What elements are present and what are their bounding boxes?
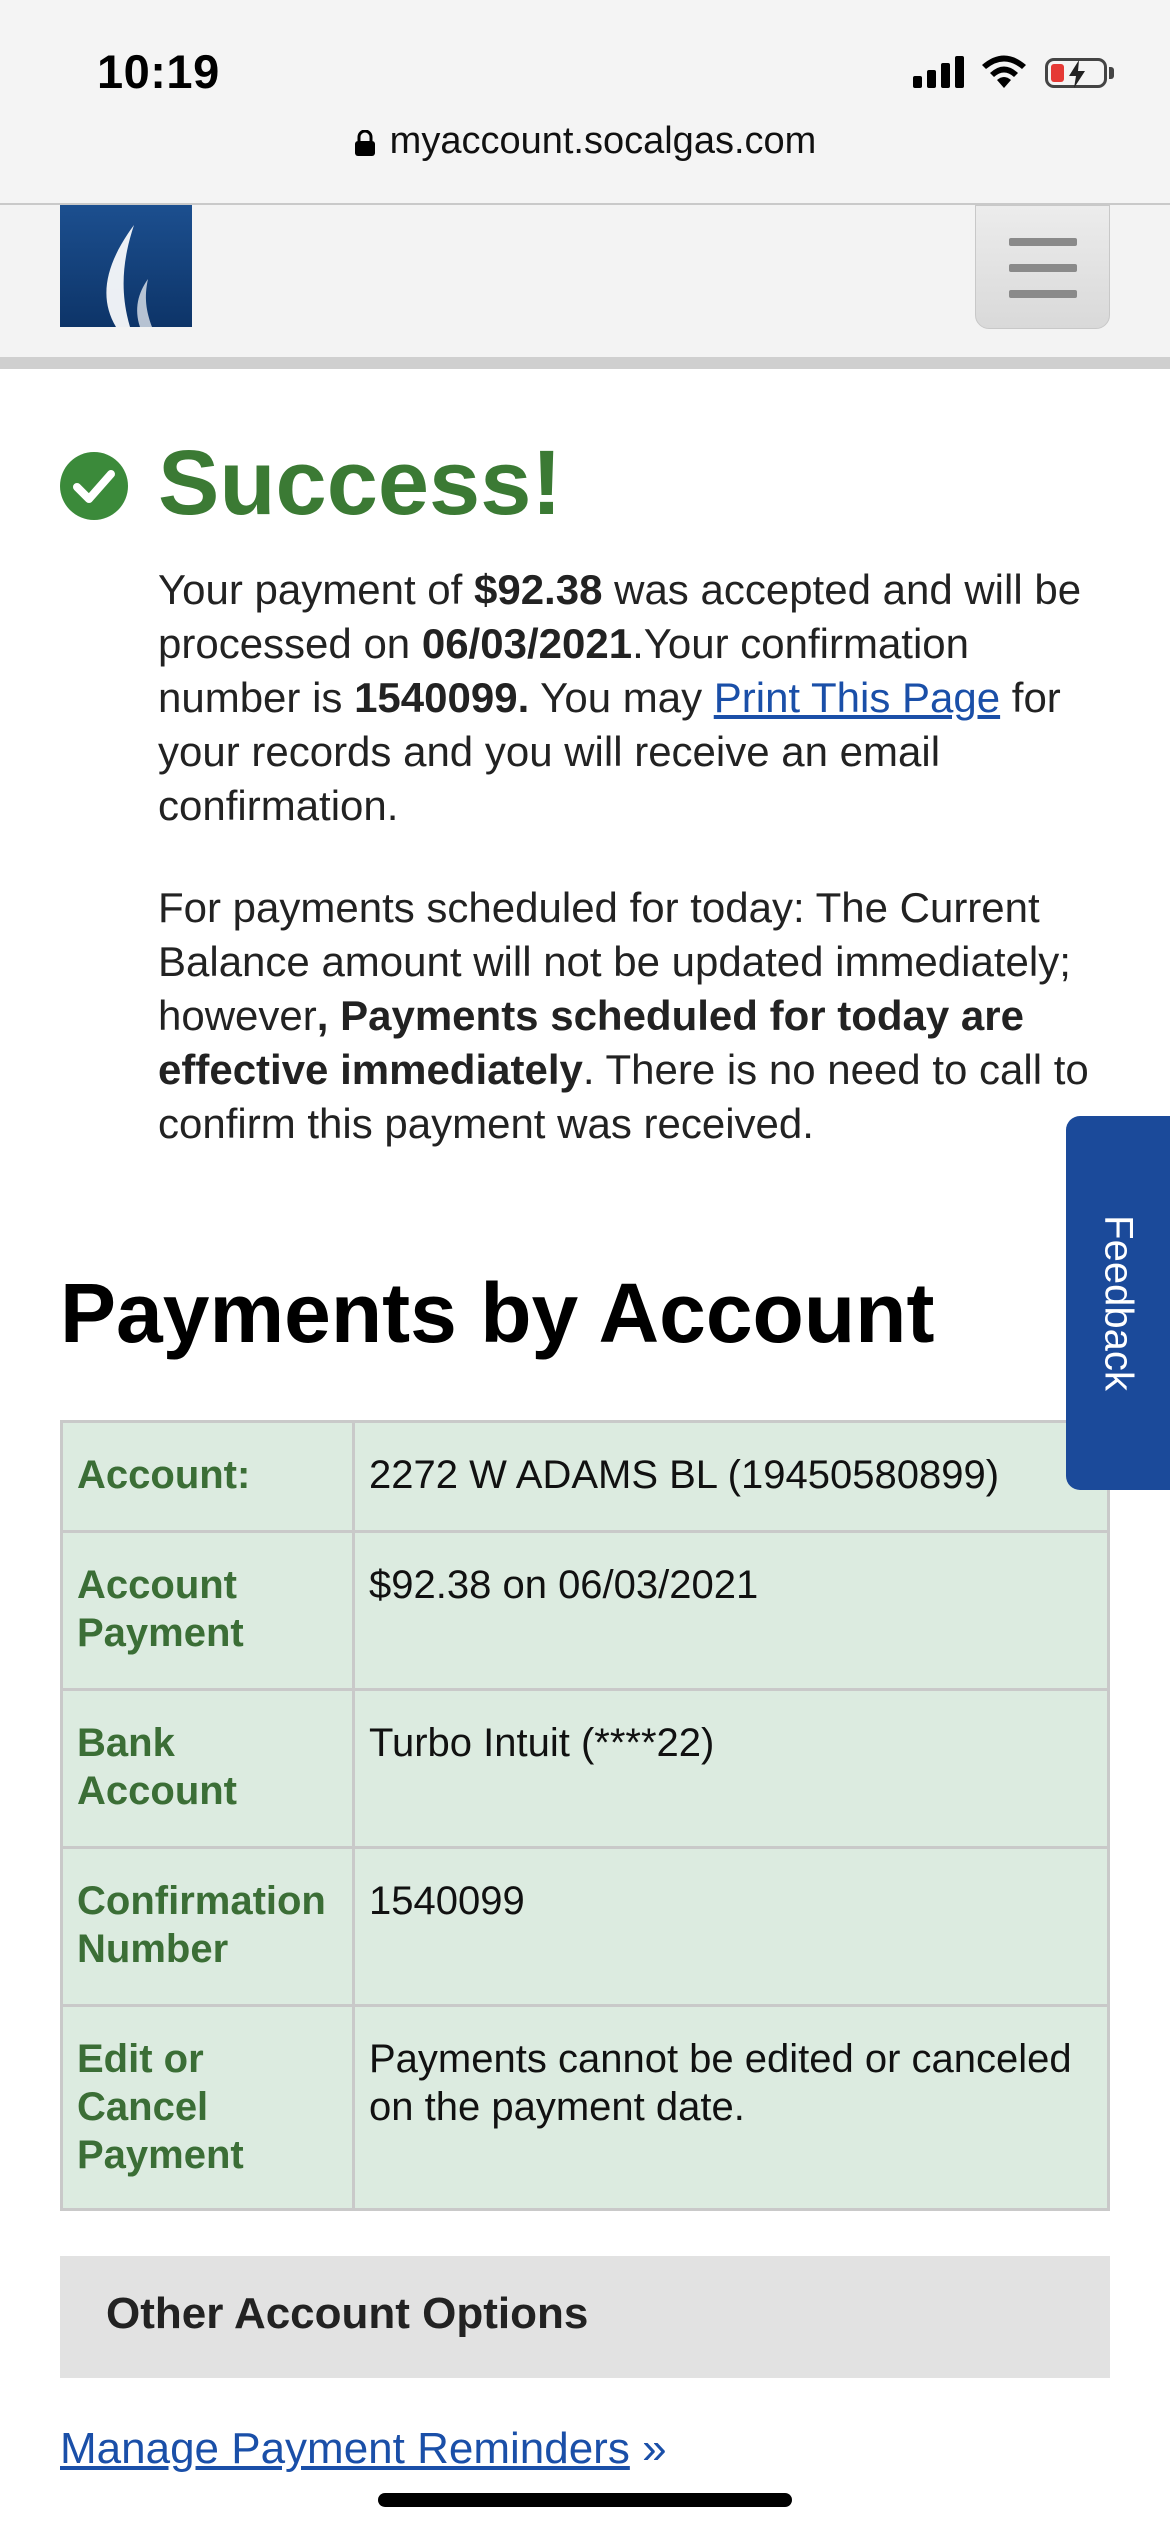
- feedback-tab[interactable]: [1066, 1116, 1170, 1490]
- battery-icon: [1045, 58, 1107, 88]
- payment-confirmation-message: Your payment of $92.38 was accepted and will be processed on 06/03/2021.Your confirmation number is 1540099. You may Print This Page for your records and you will receive an email confirmation.: [158, 566, 1082, 829]
- url-bar[interactable]: [0, 120, 1170, 163]
- other-account-options-title: Other Account Options: [106, 2289, 589, 2338]
- table-row: [62, 1690, 1109, 1848]
- wifi-icon: [979, 52, 1029, 92]
- table-row: [62, 1848, 1109, 2006]
- site-header: [0, 205, 1170, 357]
- payment-amount: $92.38: [473, 566, 603, 613]
- lock-icon: [354, 130, 376, 156]
- row-label: Account:: [62, 1422, 354, 1532]
- browser-chrome: [0, 0, 1170, 205]
- feedback-label: Feedback: [1096, 1215, 1141, 1391]
- status-time: 10:19: [97, 45, 220, 98]
- hamburger-icon: [1009, 238, 1077, 246]
- row-value: $92.38 on 06/03/2021: [354, 1532, 1109, 1690]
- socalgas-logo[interactable]: [60, 205, 192, 327]
- row-value: Payments cannot be edited or canceled on the payment date.: [354, 2006, 1109, 2210]
- cellular-signal-icon: [913, 52, 965, 92]
- row-label: Bank Account: [62, 1690, 354, 1848]
- table-row: [62, 1422, 1109, 1532]
- row-value: Turbo Intuit (****22): [354, 1690, 1109, 1848]
- header-divider: [0, 357, 1170, 369]
- chevron-right-icon: »: [629, 2424, 667, 2473]
- print-page-link[interactable]: Print This Page: [713, 674, 1001, 721]
- payments-table: [60, 1420, 1110, 2211]
- url-text: myaccount.socalgas.com: [389, 120, 817, 162]
- row-value: 1540099: [354, 1848, 1109, 2006]
- manage-payment-reminders-link[interactable]: Manage Payment Reminders »: [60, 2424, 667, 2473]
- table-row: [62, 1532, 1109, 1690]
- other-account-options-bar[interactable]: [60, 2256, 1110, 2378]
- scheduled-payment-note: For payments scheduled for today: The Current Balance amount will not be updated immediately; however, Payments scheduled for today are effective immediately. There is no need to call to confirm this payment was received.: [158, 884, 1089, 1147]
- success-title: Success!: [158, 432, 563, 534]
- status-icons: [913, 52, 1115, 92]
- row-value: 2272 W ADAMS BL (19450580899): [354, 1422, 1109, 1532]
- payments-by-account-heading: Payments by Account: [60, 1266, 935, 1360]
- success-check-icon: [60, 452, 128, 520]
- home-indicator: [378, 2493, 792, 2507]
- confirmation-number: 1540099.: [354, 674, 530, 721]
- row-label: Account Payment: [62, 1532, 354, 1690]
- payment-date: 06/03/2021: [421, 620, 633, 667]
- table-row: [62, 2006, 1109, 2210]
- row-label: Edit or Cancel Payment: [62, 2006, 354, 2210]
- row-label: Confirmation Number: [62, 1848, 354, 2006]
- hamburger-menu-button[interactable]: [975, 205, 1110, 329]
- flame-icon: [60, 205, 192, 327]
